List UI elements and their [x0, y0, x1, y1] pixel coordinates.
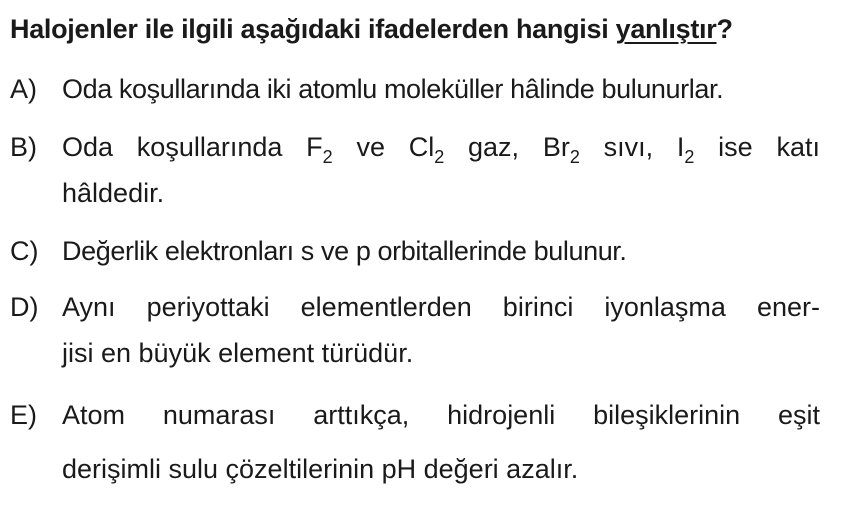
option-c-text: Değerlik elektronları s ve p orbitallerinde bulunur.	[62, 236, 627, 266]
question-emphasis: yanlıştır	[615, 14, 717, 44]
option-b-line-1	[62, 124, 820, 170]
option-a-letter: A)	[10, 74, 37, 104]
option-d-letter: D)	[10, 292, 39, 322]
option-b[interactable]	[10, 124, 820, 216]
option-e-text	[62, 388, 820, 496]
option-b-text	[62, 124, 820, 216]
option-b-part-1: Oda koşullarında F	[62, 132, 323, 162]
option-b-part-5: ise katı	[694, 132, 820, 162]
subscript-f2: 2	[322, 147, 333, 167]
option-e-line-2: derişimli sulu çözeltilerinin pH değeri azalır.	[62, 454, 579, 484]
subscript-i2: 2	[684, 147, 695, 167]
option-d[interactable]	[10, 284, 820, 376]
option-e-letter: E)	[10, 400, 37, 430]
subscript-cl2: 2	[434, 147, 445, 167]
option-b-part-4: sıvı, I	[579, 132, 685, 162]
option-e-line-1: Atom numarası arttıkça, hidrojenli bileşiklerinin eşit	[62, 400, 820, 430]
option-a[interactable]	[10, 66, 820, 112]
option-c[interactable]	[10, 228, 820, 274]
question-stem	[10, 14, 840, 45]
option-d-line-2: jisi en büyük element türüdür.	[62, 338, 414, 368]
option-d-text	[62, 284, 820, 376]
option-c-letter: C)	[10, 236, 39, 266]
subscript-br2: 2	[569, 147, 580, 167]
option-b-part-2: ve Cl	[332, 132, 435, 162]
option-e[interactable]	[10, 388, 820, 496]
option-a-text: Oda koşullarında iki atomlu moleküller hâlinde bulunurlar.	[62, 74, 724, 104]
option-d-line-1: Aynı periyottaki elementlerden birinci iyonlaşma ener-	[62, 292, 820, 322]
option-b-part-3: gaz, Br	[444, 132, 570, 162]
option-b-letter: B)	[10, 132, 37, 162]
option-b-line-2: hâldedir.	[62, 178, 165, 208]
question-suffix: ?	[716, 14, 733, 44]
question-prefix: Halojenler ile ilgili aşağıdaki ifadelerden hangisi	[10, 14, 616, 44]
